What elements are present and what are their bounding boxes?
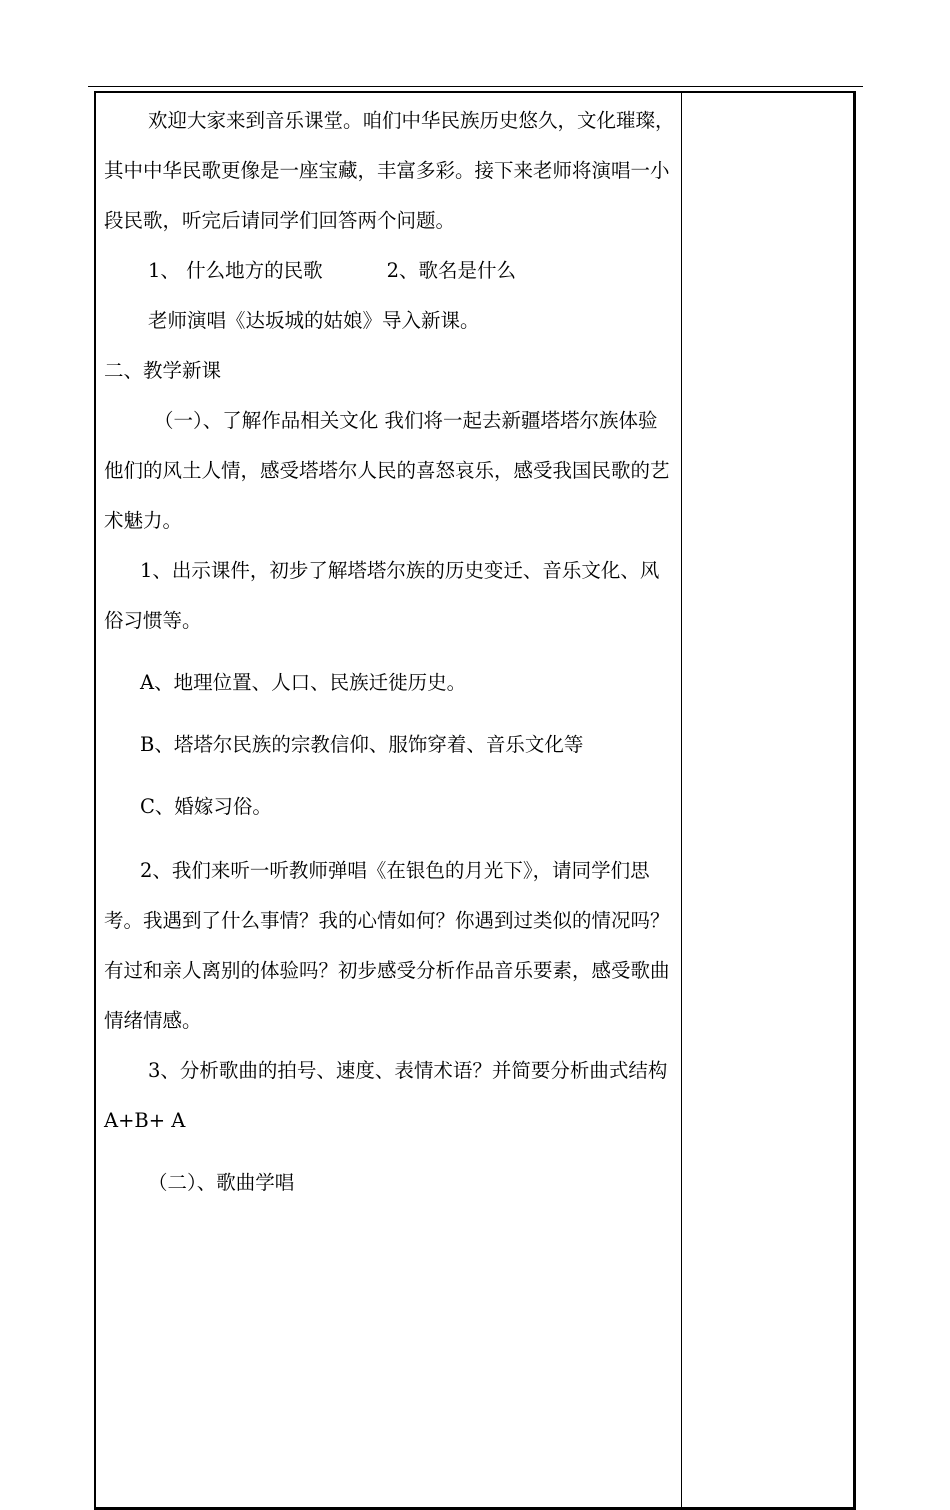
lesson-content xyxy=(104,96,676,1208)
intro-paragraph: 欢迎大家来到音乐课堂。咱们中华民族历史悠久，文化璀璨，其中中华民歌更像是一座宝藏，丰富多彩。接下来老师将演唱一小段民歌，听完后请同学们回答两个问题。 xyxy=(104,109,675,232)
subsection-singing: （二）、歌曲学唱 xyxy=(148,1171,295,1194)
step-2-paragraph: 2、我们来听一听教师弹唱《在银色的月光下》，请同学们思考。我遇到了什么事情？我的心情如何？你遇到过类似的情况吗？有过和亲人离别的体验吗？初步感受分析作品音乐要素，感受歌曲情绪情感。 xyxy=(104,859,670,1032)
question-1: 1、 什么地方的民歌 xyxy=(148,259,323,282)
question-2: 2、歌名是什么 xyxy=(386,259,517,282)
step-1-paragraph: 1、出示课件，初步了解塔塔尔族的历史变迁、音乐文化、风俗习惯等。 xyxy=(104,559,660,632)
item-c: C、婚嫁习俗。 xyxy=(140,795,272,818)
header-rule xyxy=(88,86,863,87)
item-b: B、塔塔尔民族的宗教信仰、服饰穿着、音乐文化等 xyxy=(140,733,584,756)
step-3-paragraph: 3、分析歌曲的拍号、速度、表情术语？并简要分析曲式结构 A+B+ A xyxy=(104,1059,668,1132)
subsection-culture: （一）、了解作品相关文化 我们将一起去新疆塔塔尔族体验他们的风土人情，感受塔塔尔人民的喜怒哀乐，感受我国民歌的艺术魅力。 xyxy=(104,409,670,532)
lead-in-paragraph: 老师演唱《达坂城的姑娘》导入新课。 xyxy=(148,309,480,332)
table-column-divider xyxy=(681,91,682,1510)
question-line xyxy=(104,246,676,296)
section-heading: 二、教学新课 xyxy=(104,359,222,382)
item-a: A、地理位置、人口、民族迁徙历史。 xyxy=(140,671,467,694)
